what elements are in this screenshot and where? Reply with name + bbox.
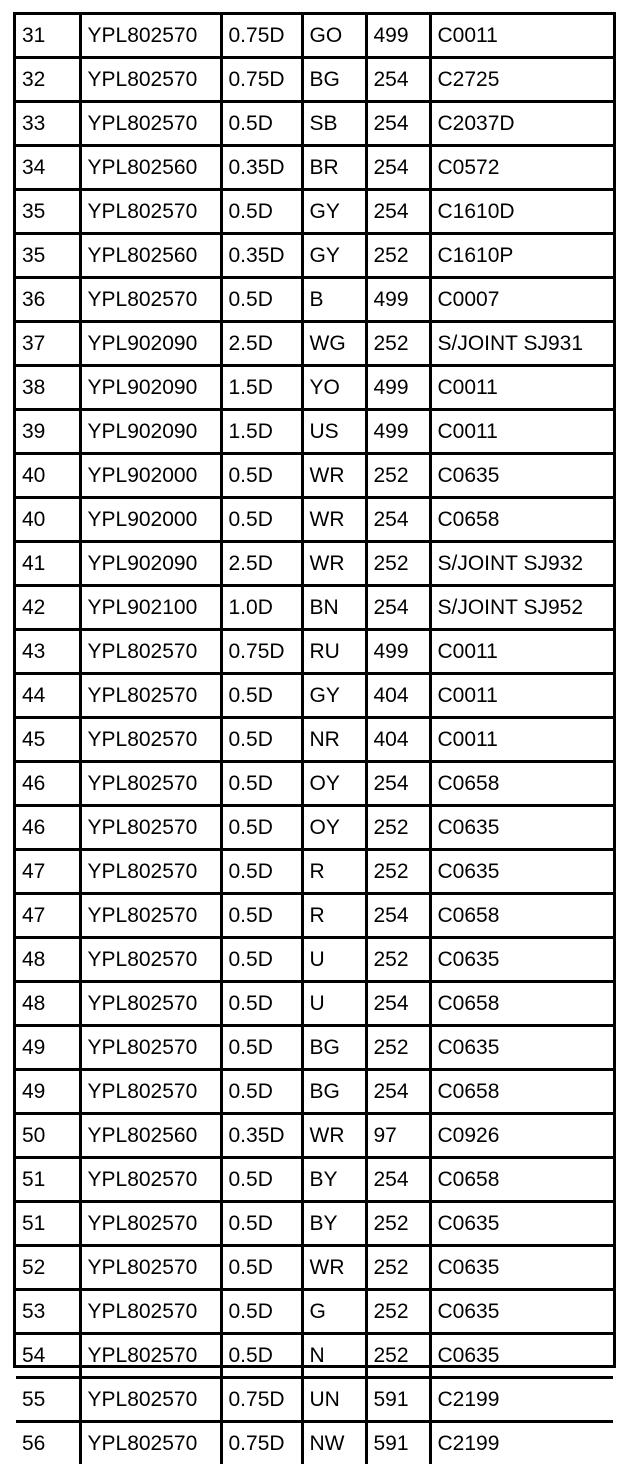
code-cell: 499 xyxy=(366,278,430,322)
code-cell: 499 xyxy=(366,15,430,58)
connector-cell: C0635 xyxy=(430,850,613,894)
table-row xyxy=(16,1070,613,1114)
part-number-cell: YPL802570 xyxy=(80,1246,221,1290)
code-cell: 252 xyxy=(366,938,430,982)
connector-cell: C0572 xyxy=(430,146,613,190)
part-number-cell: YPL802570 xyxy=(80,102,221,146)
table-row xyxy=(16,718,613,762)
wire-size-cell: 0.5D xyxy=(221,1202,302,1246)
connector-cell: C0658 xyxy=(430,982,613,1026)
table-row xyxy=(16,762,613,806)
wire-number-cell: 45 xyxy=(16,718,80,762)
connector-cell: C1610P xyxy=(430,234,613,278)
wire-number-cell: 35 xyxy=(16,234,80,278)
wire-color-cell: B xyxy=(302,278,366,322)
wire-color-cell: R xyxy=(302,850,366,894)
wire-size-cell: 1.0D xyxy=(221,586,302,630)
part-number-cell: YPL902100 xyxy=(80,586,221,630)
connector-cell: C0635 xyxy=(430,806,613,850)
wire-color-cell: U xyxy=(302,982,366,1026)
wire-number-cell: 47 xyxy=(16,894,80,938)
part-number-cell: YPL902000 xyxy=(80,454,221,498)
table-row xyxy=(16,850,613,894)
wire-color-cell: GY xyxy=(302,674,366,718)
part-number-cell: YPL802570 xyxy=(80,1422,221,1464)
code-cell: 254 xyxy=(366,1158,430,1202)
wire-number-cell: 40 xyxy=(16,498,80,542)
wire-size-cell: 0.5D xyxy=(221,102,302,146)
part-number-cell: YPL802560 xyxy=(80,1114,221,1158)
table-row xyxy=(16,234,613,278)
wire-number-cell: 46 xyxy=(16,762,80,806)
wire-color-cell: BR xyxy=(302,146,366,190)
wire-color-cell: BY xyxy=(302,1202,366,1246)
table-row xyxy=(16,982,613,1026)
wire-number-cell: 38 xyxy=(16,366,80,410)
code-cell: 254 xyxy=(366,498,430,542)
connector-cell: C0011 xyxy=(430,630,613,674)
wire-size-cell: 0.5D xyxy=(221,1246,302,1290)
part-number-cell: YPL802570 xyxy=(80,630,221,674)
wire-number-cell: 51 xyxy=(16,1202,80,1246)
wire-color-cell: BG xyxy=(302,1070,366,1114)
connector-cell: C0011 xyxy=(430,674,613,718)
table-row xyxy=(16,190,613,234)
code-cell: 254 xyxy=(366,102,430,146)
wire-number-cell: 39 xyxy=(16,410,80,454)
code-cell: 252 xyxy=(366,1290,430,1334)
code-cell: 499 xyxy=(366,366,430,410)
table-row xyxy=(16,674,613,718)
part-number-cell: YPL802570 xyxy=(80,1334,221,1378)
code-cell: 254 xyxy=(366,982,430,1026)
wire-size-cell: 0.5D xyxy=(221,498,302,542)
wire-size-cell: 0.5D xyxy=(221,938,302,982)
wire-color-cell: NW xyxy=(302,1422,366,1464)
wire-number-cell: 32 xyxy=(16,58,80,102)
part-number-cell: YPL902090 xyxy=(80,366,221,410)
part-number-cell: YPL802570 xyxy=(80,850,221,894)
wire-size-cell: 1.5D xyxy=(221,410,302,454)
wire-size-cell: 0.5D xyxy=(221,1026,302,1070)
wire-size-cell: 0.35D xyxy=(221,234,302,278)
connector-cell: S/JOINT SJ952 xyxy=(430,586,613,630)
wire-number-cell: 47 xyxy=(16,850,80,894)
table-row xyxy=(16,102,613,146)
connector-cell: C0011 xyxy=(430,366,613,410)
table-row xyxy=(16,1026,613,1070)
wire-size-cell: 0.5D xyxy=(221,1334,302,1378)
wire-color-cell: WR xyxy=(302,498,366,542)
connector-cell: S/JOINT SJ931 xyxy=(430,322,613,366)
part-number-cell: YPL902090 xyxy=(80,322,221,366)
wire-color-cell: UN xyxy=(302,1378,366,1422)
connector-cell: C0658 xyxy=(430,498,613,542)
wire-size-cell: 0.5D xyxy=(221,454,302,498)
code-cell: 254 xyxy=(366,58,430,102)
code-cell: 252 xyxy=(366,850,430,894)
wire-size-cell: 0.5D xyxy=(221,1158,302,1202)
wire-number-cell: 44 xyxy=(16,674,80,718)
code-cell: 499 xyxy=(366,410,430,454)
wire-size-cell: 0.35D xyxy=(221,1114,302,1158)
table-row xyxy=(16,1378,613,1422)
table-row xyxy=(16,1246,613,1290)
part-number-cell: YPL902000 xyxy=(80,498,221,542)
wire-table xyxy=(16,15,613,1464)
table-row xyxy=(16,542,613,586)
code-cell: 254 xyxy=(366,190,430,234)
wire-number-cell: 52 xyxy=(16,1246,80,1290)
wire-color-cell: YO xyxy=(302,366,366,410)
wire-color-cell: G xyxy=(302,1290,366,1334)
connector-cell: C0658 xyxy=(430,894,613,938)
table-row xyxy=(16,322,613,366)
wire-number-cell: 48 xyxy=(16,938,80,982)
connector-cell: C2037D xyxy=(430,102,613,146)
wire-size-cell: 0.5D xyxy=(221,1070,302,1114)
part-number-cell: YPL802570 xyxy=(80,1026,221,1070)
table-row xyxy=(16,1422,613,1464)
table-row xyxy=(16,894,613,938)
wire-table-body xyxy=(16,15,613,1464)
wire-color-cell: BG xyxy=(302,1026,366,1070)
connector-cell: C0011 xyxy=(430,15,613,58)
wire-color-cell: SB xyxy=(302,102,366,146)
code-cell: 252 xyxy=(366,454,430,498)
code-cell: 404 xyxy=(366,718,430,762)
wire-number-cell: 42 xyxy=(16,586,80,630)
wire-number-cell: 35 xyxy=(16,190,80,234)
wire-color-cell: WR xyxy=(302,1246,366,1290)
wire-number-cell: 37 xyxy=(16,322,80,366)
code-cell: 252 xyxy=(366,1246,430,1290)
part-number-cell: YPL802570 xyxy=(80,762,221,806)
wire-size-cell: 0.75D xyxy=(221,1378,302,1422)
part-number-cell: YPL802570 xyxy=(80,15,221,58)
table-row xyxy=(16,146,613,190)
connector-cell: C2725 xyxy=(430,58,613,102)
wire-number-cell: 56 xyxy=(16,1422,80,1464)
code-cell: 252 xyxy=(366,234,430,278)
connector-cell: C0635 xyxy=(430,1246,613,1290)
wire-number-cell: 40 xyxy=(16,454,80,498)
connector-cell: C0635 xyxy=(430,1334,613,1378)
connector-cell: C0635 xyxy=(430,454,613,498)
wire-size-cell: 0.75D xyxy=(221,15,302,58)
code-cell: 254 xyxy=(366,1070,430,1114)
part-number-cell: YPL802570 xyxy=(80,1290,221,1334)
connector-cell: C0011 xyxy=(430,410,613,454)
wire-size-cell: 0.5D xyxy=(221,762,302,806)
wire-table-frame xyxy=(13,12,616,1368)
table-row xyxy=(16,498,613,542)
wire-size-cell: 0.5D xyxy=(221,1290,302,1334)
connector-cell: C0635 xyxy=(430,1202,613,1246)
wire-size-cell: 0.75D xyxy=(221,58,302,102)
table-row xyxy=(16,586,613,630)
connector-cell: S/JOINT SJ932 xyxy=(430,542,613,586)
part-number-cell: YPL802570 xyxy=(80,1158,221,1202)
wire-size-cell: 1.5D xyxy=(221,366,302,410)
table-row xyxy=(16,1334,613,1378)
part-number-cell: YPL802570 xyxy=(80,718,221,762)
wire-size-cell: 0.5D xyxy=(221,850,302,894)
wire-size-cell: 0.5D xyxy=(221,190,302,234)
connector-cell: C0635 xyxy=(430,1290,613,1334)
wire-color-cell: BG xyxy=(302,58,366,102)
code-cell: 254 xyxy=(366,894,430,938)
wire-color-cell: RU xyxy=(302,630,366,674)
wire-number-cell: 46 xyxy=(16,806,80,850)
table-row xyxy=(16,454,613,498)
wire-color-cell: NR xyxy=(302,718,366,762)
part-number-cell: YPL802560 xyxy=(80,234,221,278)
part-number-cell: YPL802570 xyxy=(80,894,221,938)
wire-size-cell: 2.5D xyxy=(221,322,302,366)
wire-color-cell: OY xyxy=(302,806,366,850)
code-cell: 404 xyxy=(366,674,430,718)
wire-color-cell: GY xyxy=(302,234,366,278)
table-row xyxy=(16,1114,613,1158)
wire-number-cell: 31 xyxy=(16,15,80,58)
wire-number-cell: 51 xyxy=(16,1158,80,1202)
wire-color-cell: WR xyxy=(302,1114,366,1158)
wire-color-cell: GO xyxy=(302,15,366,58)
wire-color-cell: R xyxy=(302,894,366,938)
wire-number-cell: 48 xyxy=(16,982,80,1026)
code-cell: 254 xyxy=(366,146,430,190)
table-row xyxy=(16,58,613,102)
table-row xyxy=(16,1158,613,1202)
wire-size-cell: 2.5D xyxy=(221,542,302,586)
part-number-cell: YPL802570 xyxy=(80,674,221,718)
wire-size-cell: 0.5D xyxy=(221,894,302,938)
connector-cell: C0635 xyxy=(430,1026,613,1070)
wire-number-cell: 49 xyxy=(16,1070,80,1114)
connector-cell: C0011 xyxy=(430,718,613,762)
wire-number-cell: 54 xyxy=(16,1334,80,1378)
table-row xyxy=(16,278,613,322)
connector-cell: C0658 xyxy=(430,1070,613,1114)
code-cell: 254 xyxy=(366,762,430,806)
code-cell: 252 xyxy=(366,806,430,850)
part-number-cell: YPL802560 xyxy=(80,146,221,190)
part-number-cell: YPL802570 xyxy=(80,806,221,850)
wire-color-cell: N xyxy=(302,1334,366,1378)
connector-cell: C0926 xyxy=(430,1114,613,1158)
part-number-cell: YPL902090 xyxy=(80,410,221,454)
wire-color-cell: GY xyxy=(302,190,366,234)
code-cell: 252 xyxy=(366,322,430,366)
wire-number-cell: 34 xyxy=(16,146,80,190)
code-cell: 97 xyxy=(366,1114,430,1158)
part-number-cell: YPL802570 xyxy=(80,938,221,982)
wire-size-cell: 0.35D xyxy=(221,146,302,190)
table-row xyxy=(16,410,613,454)
wire-number-cell: 50 xyxy=(16,1114,80,1158)
wire-number-cell: 49 xyxy=(16,1026,80,1070)
part-number-cell: YPL802570 xyxy=(80,58,221,102)
connector-cell: C0007 xyxy=(430,278,613,322)
code-cell: 254 xyxy=(366,586,430,630)
wire-color-cell: WG xyxy=(302,322,366,366)
wire-size-cell: 0.5D xyxy=(221,982,302,1026)
connector-cell: C0658 xyxy=(430,762,613,806)
code-cell: 591 xyxy=(366,1378,430,1422)
wire-number-cell: 55 xyxy=(16,1378,80,1422)
table-row xyxy=(16,1202,613,1246)
table-row xyxy=(16,630,613,674)
table-row xyxy=(16,938,613,982)
connector-cell: C2199 xyxy=(430,1422,613,1464)
table-row xyxy=(16,806,613,850)
wire-color-cell: U xyxy=(302,938,366,982)
wire-color-cell: BN xyxy=(302,586,366,630)
part-number-cell: YPL802570 xyxy=(80,278,221,322)
code-cell: 591 xyxy=(366,1422,430,1464)
wire-number-cell: 33 xyxy=(16,102,80,146)
part-number-cell: YPL802570 xyxy=(80,190,221,234)
part-number-cell: YPL802570 xyxy=(80,1202,221,1246)
table-row xyxy=(16,1290,613,1334)
table-row xyxy=(16,366,613,410)
code-cell: 252 xyxy=(366,1202,430,1246)
wire-number-cell: 53 xyxy=(16,1290,80,1334)
wire-size-cell: 0.75D xyxy=(221,1422,302,1464)
code-cell: 252 xyxy=(366,1334,430,1378)
part-number-cell: YPL802570 xyxy=(80,982,221,1026)
connector-cell: C0658 xyxy=(430,1158,613,1202)
wire-color-cell: WR xyxy=(302,454,366,498)
part-number-cell: YPL802570 xyxy=(80,1070,221,1114)
code-cell: 252 xyxy=(366,542,430,586)
wire-size-cell: 0.75D xyxy=(221,630,302,674)
connector-cell: C0635 xyxy=(430,938,613,982)
connector-cell: C1610D xyxy=(430,190,613,234)
wire-size-cell: 0.5D xyxy=(221,718,302,762)
table-row xyxy=(16,15,613,58)
part-number-cell: YPL802570 xyxy=(80,1378,221,1422)
code-cell: 499 xyxy=(366,630,430,674)
wire-color-cell: OY xyxy=(302,762,366,806)
wire-size-cell: 0.5D xyxy=(221,278,302,322)
wire-size-cell: 0.5D xyxy=(221,806,302,850)
code-cell: 252 xyxy=(366,1026,430,1070)
wire-number-cell: 36 xyxy=(16,278,80,322)
wire-number-cell: 41 xyxy=(16,542,80,586)
connector-cell: C2199 xyxy=(430,1378,613,1422)
part-number-cell: YPL902090 xyxy=(80,542,221,586)
wire-color-cell: BY xyxy=(302,1158,366,1202)
wire-number-cell: 43 xyxy=(16,630,80,674)
wire-color-cell: WR xyxy=(302,542,366,586)
wire-color-cell: US xyxy=(302,410,366,454)
wire-size-cell: 0.5D xyxy=(221,674,302,718)
